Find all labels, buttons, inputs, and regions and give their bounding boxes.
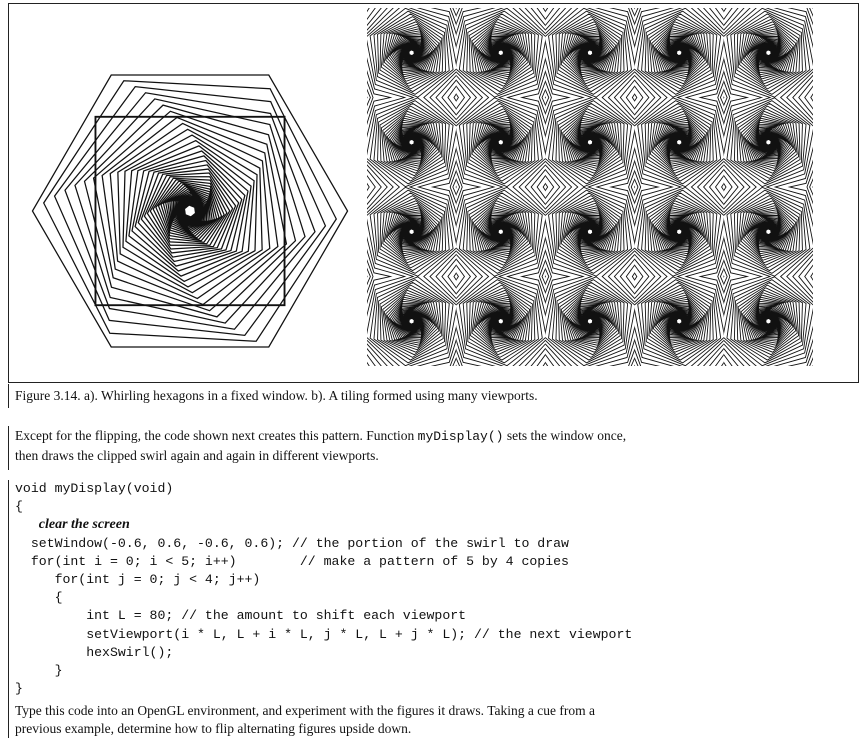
function-name: myDisplay()	[417, 429, 504, 444]
code-line	[15, 516, 859, 534]
viewport-tiling-figure	[367, 8, 813, 366]
figure-3-14	[8, 3, 859, 383]
whirling-hexagons-figure	[23, 54, 357, 368]
paragraph-text-2: sets the window once,	[503, 428, 627, 443]
paragraph-text-3: then draws the clipped swirl again and again in different viewports.	[15, 448, 379, 463]
code-line: }	[15, 681, 23, 697]
pseudocode-comment: clear the screen	[38, 517, 130, 533]
figure-caption: Figure 3.14. a). Whirling hexagons in a fixed window. b). A tiling formed using many viewports.	[8, 384, 859, 408]
code-line: {	[15, 590, 63, 606]
code-line: setViewport(i * L, L + i * L, j * L, L + j * L); // the next viewport	[15, 626, 633, 642]
paragraph-text-1: Except for the flipping, the code shown next creates this pattern. Function	[15, 428, 418, 443]
code-listing	[8, 480, 859, 702]
closing-line-2: previous example, determine how to flip alternating figures upside down.	[15, 721, 412, 736]
closing-line-1: Type this code into an OpenGL environment, and experiment with the figures it draws. Taking a cue from a	[15, 703, 595, 718]
code-line: for(int i = 0; i < 5; i++) // make a pattern of 5 by 4 copies	[15, 553, 569, 569]
code-line: hexSwirl();	[15, 644, 174, 660]
code-line: void myDisplay(void)	[15, 481, 174, 496]
code-line: for(int j = 0; j < 4; j++)	[15, 572, 261, 588]
body-paragraph	[8, 426, 859, 470]
code-line: setWindow(-0.6, 0.6, -0.6, 0.6); // the portion of the swirl to draw	[15, 535, 569, 551]
code-line: }	[15, 663, 63, 679]
code-line: int L = 80; // the amount to shift each viewport	[15, 608, 467, 624]
code-line: {	[15, 499, 23, 515]
closing-paragraph	[8, 702, 859, 738]
